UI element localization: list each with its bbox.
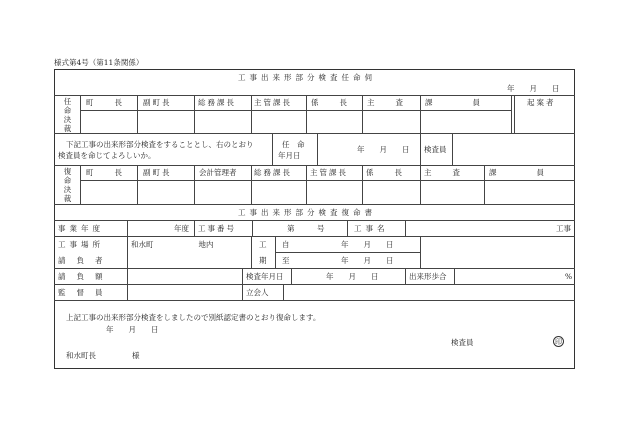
- report-inspector-label: 検査員: [451, 338, 474, 347]
- progress-label: 出来形歩合: [409, 272, 447, 281]
- report-vertical-label: 復命決裁: [63, 167, 72, 203]
- supervisor-label: 監督員: [58, 288, 114, 297]
- report-approver-inspector-chief: 主 査: [424, 168, 462, 177]
- report-approver-accounting: 会計管理者: [199, 168, 237, 177]
- appoint-date-value: 年 月 日: [357, 145, 410, 154]
- request-inspector-label: 検査員: [424, 145, 447, 154]
- report-approver-supervising-chief: 主管課長: [310, 168, 348, 177]
- request-date: 年 月 日: [507, 84, 560, 93]
- request-approver-deputy-mayor: 副町長: [143, 98, 172, 107]
- appoint-date-label-2: 年月日: [278, 151, 301, 160]
- fiscal-year-label: 事業年度: [58, 224, 104, 233]
- form-frame: [54, 69, 575, 369]
- request-body-line1: 下記工事の出来形部分検査をすることとし、右のとおり: [66, 140, 254, 149]
- period-from: 自: [282, 240, 290, 249]
- location-value: 和水町 地内: [131, 240, 214, 249]
- period-to-date: 年 月 日: [341, 256, 394, 265]
- work-name-suffix: 工事: [556, 224, 571, 233]
- request-approver-section-chief: 係 長: [311, 98, 349, 107]
- report-title: 工事出来形部分検査復命書: [238, 208, 376, 217]
- request-approver-mayor: 町 長: [86, 98, 124, 107]
- request-approver-inspector-chief: 主 査: [367, 98, 405, 107]
- report-approver-mayor: 町 長: [86, 168, 124, 177]
- fiscal-year-suffix: 年度: [174, 224, 189, 233]
- witness-label: 立会人: [246, 288, 269, 297]
- report-approver-staff: 課 員: [489, 168, 546, 177]
- work-number-label: 工事番号: [198, 224, 236, 233]
- contractor-label: 請負者: [58, 256, 114, 265]
- period-label-2: 期: [259, 256, 267, 265]
- location-label: 工事場所: [58, 240, 104, 249]
- inspection-date-value: 年 月 日: [326, 272, 379, 281]
- honorific: 様: [132, 351, 140, 360]
- work-number-value: 第 号: [287, 224, 325, 233]
- report-approver-section-chief: 係 長: [366, 168, 404, 177]
- period-to: 至: [282, 256, 290, 265]
- period-label-1: 工: [259, 240, 267, 249]
- request-drafter-label: 起案者: [527, 98, 556, 107]
- period-from-date: 年 月 日: [341, 240, 394, 249]
- work-name-label: 工事名: [354, 224, 389, 233]
- request-approver-supervising-chief: 主管課長: [254, 98, 292, 107]
- request-body-line2: 検査員を命じてよろしいか。: [58, 151, 156, 160]
- seal-mark: 印: [555, 338, 562, 346]
- report-body: 上記工事の出来形部分検査をしましたので別紙認定書のとおり復命します。: [66, 313, 321, 322]
- report-approver-deputy-mayor: 副町長: [143, 168, 172, 177]
- inspection-date-label: 検査年月日: [246, 272, 284, 281]
- addressee: 和水町長: [66, 351, 96, 360]
- appoint-date-label-1: 任 命: [282, 140, 305, 149]
- progress-unit: %: [565, 272, 573, 281]
- report-approver-general-affairs: 総務課長: [254, 168, 292, 177]
- request-approver-staff: 課 員: [425, 98, 482, 107]
- form-id: 様式第4号（第11条関係）: [54, 58, 144, 67]
- request-approver-general-affairs: 総務課長: [198, 98, 236, 107]
- report-date: 年 月 日: [106, 325, 159, 334]
- request-title: 工事出来形部分検査任命伺: [238, 73, 376, 82]
- request-vertical-label: 任命決裁: [63, 97, 72, 133]
- amount-label: 請負額: [58, 272, 114, 281]
